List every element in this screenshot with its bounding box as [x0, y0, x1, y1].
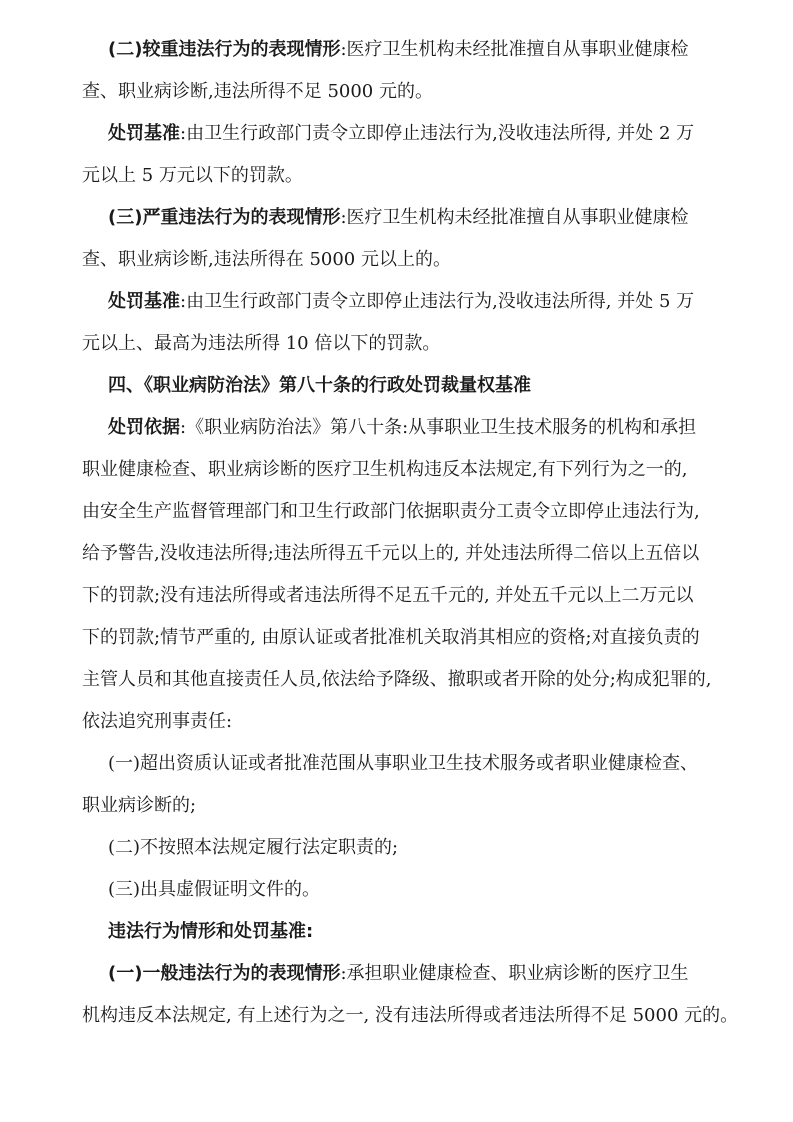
paragraph-p3-line1 [108, 206, 689, 230]
list-item-1-line2: 职业病诊断的; [82, 795, 197, 816]
paragraph-p2-line2: 元以上 5 万元以下的罚款。 [82, 165, 303, 186]
paragraph-p5-line6: 下的罚款;情节严重的, 由原认证或者批准机关取消其相应的资格;对直接负责的 [82, 627, 700, 648]
p3-lead: (三)严重违法行为的表现情形 [108, 207, 341, 228]
paragraph-p1-line1 [108, 38, 689, 62]
list-item-3: (三)出具虚假证明文件的。 [108, 879, 321, 900]
standards-heading: 违法行为情形和处罚基准: [108, 921, 314, 942]
p6-line1-text: :承担职业健康检查、职业病诊断的医疗卫生 [340, 963, 689, 984]
p4-lead: 处罚基准 [108, 291, 180, 312]
paragraph-p5-line5: 下的罚款;没有违法所得或者违法所得不足五千元的, 并处五千元以上二万元以 [82, 585, 694, 606]
paragraph-p6-line1 [108, 962, 689, 986]
paragraph-p4-line1 [108, 290, 694, 314]
p2-line1-text: :由卫生行政部门责令立即停止违法行为,没收违法所得, 并处 2 万 [180, 123, 695, 144]
paragraph-p5-line2: 职业健康检查、职业病诊断的医疗卫生机构违反本法规定,有下列行为之一的, [82, 459, 688, 480]
list-item-2: (二)不按照本法规定履行法定职责的; [108, 837, 399, 858]
paragraph-p3-line2: 查、职业病诊断,违法所得在 5000 元以上的。 [82, 249, 451, 270]
p2-lead: 处罚基准 [108, 123, 180, 144]
p1-lead: (二)较重违法行为的表现情形 [108, 39, 341, 60]
paragraph-p5-line4: 给予警告,没收违法所得;违法所得五千元以上的, 并处违法所得二倍以上五倍以 [82, 543, 700, 564]
section-heading-four: 四、《职业病防治法》第八十条的行政处罚裁量权基准 [108, 375, 531, 396]
p3-line1-text: :医疗卫生机构未经批准擅自从事职业健康检 [340, 207, 689, 228]
paragraph-p5-line1 [108, 416, 696, 440]
p5-line1-text: :《职业病防治法》第八十条:从事职业卫生技术服务的机构和承担 [180, 417, 697, 438]
p5-lead: 处罚依据 [108, 417, 180, 438]
p6-lead: (一)一般违法行为的表现情形 [108, 963, 341, 984]
list-item-1-line1: (一)超出资质认证或者批准范围从事职业卫生技术服务或者职业健康检查、 [108, 753, 699, 774]
paragraph-p4-line2: 元以上、最高为违法所得 10 倍以下的罚款。 [82, 333, 441, 354]
paragraph-p2-line1 [108, 122, 694, 146]
p4-line1-text: :由卫生行政部门责令立即停止违法行为,没收违法所得, 并处 5 万 [180, 291, 695, 312]
paragraph-p1-line2: 查、职业病诊断,违法所得不足 5000 元的。 [82, 81, 433, 102]
paragraph-p5-line7: 主管人员和其他直接责任人员,依法给予降级、撤职或者开除的处分;构成犯罪的, [82, 669, 712, 690]
paragraph-p6-line2: 机构违反本法规定, 有上述行为之一, 没有违法所得或者违法所得不足 5000 元的。 [82, 1005, 739, 1026]
p1-line1-text: :医疗卫生机构未经批准擅自从事职业健康检 [340, 39, 689, 60]
paragraph-p5-line3: 由安全生产监督管理部门和卫生行政部门依据职责分工责令立即停止违法行为, [82, 501, 700, 522]
paragraph-p5-line8: 依法追究刑事责任: [82, 711, 233, 732]
